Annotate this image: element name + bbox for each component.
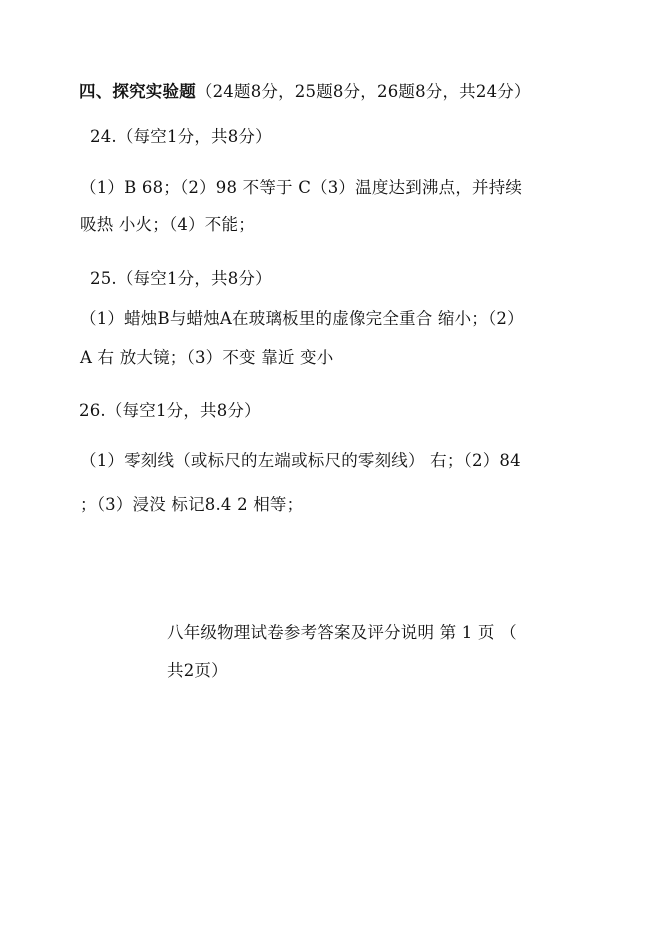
q24-header: 24.（每空1分，共8分） [90,127,272,146]
q25-answer-line-2: A 右 放大镜；（3）不变 靠近 变小 [80,348,334,367]
q26-answer-line-2: ；（3）浸没 标记8.4 2 相等； [80,495,304,514]
q25-answer-line-1: （1）蜡烛B与蜡烛A在玻璃板里的虚像完全重合 缩小；（2） [80,309,524,328]
q24-answer-line-1: （1）B 68；（2）98 不等于 C（3）温度达到沸点，并持续 [80,178,523,197]
section-note: （24题8分，25题8分，26题8分，共24分） [195,82,531,101]
page-footer-line-2: 共2页） [167,661,228,680]
q24-answer-line-2: 吸热 小火；（4）不能； [80,215,255,234]
q26-header: 26.（每空1分，共8分） [79,401,261,420]
section-heading [79,81,531,103]
section-title: 四、探究实验题 [79,82,196,101]
q25-header: 25.（每空1分，共8分） [90,269,272,288]
page-footer-line-1: 八年级物理试卷参考答案及评分说明 第 1 页 （ [167,623,517,642]
q26-answer-line-1: （1）零刻线（或标尺的左端或标尺的零刻线） 右；（2）84 [80,451,521,470]
